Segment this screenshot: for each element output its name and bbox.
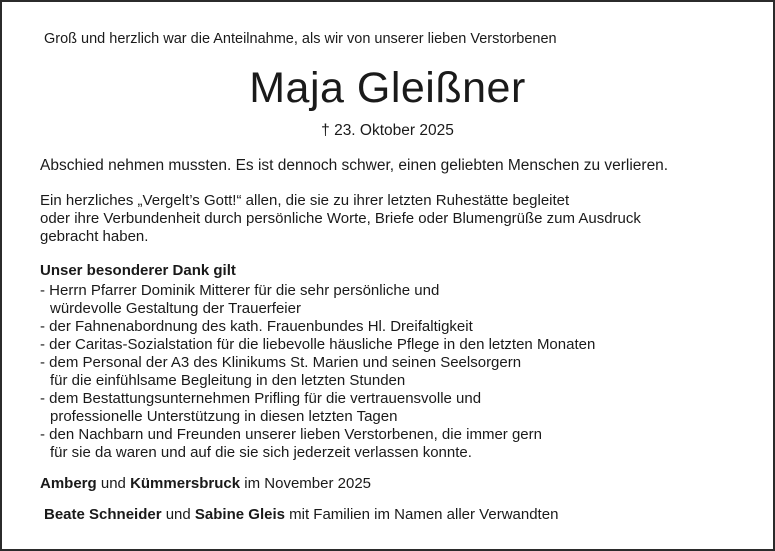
family-suffix: mit Familien im Namen aller Verwandten — [289, 506, 559, 523]
signing-date: im November 2025 — [244, 475, 372, 492]
thanks-line: - dem Personal der A3 des Klinikums St. Marien und seinen Seelsorgern — [40, 354, 522, 371]
conjunction: und — [100, 475, 126, 492]
thanks-line: für die einfühlsame Begleitung in den letzten Stunden — [50, 372, 406, 389]
thanks-line: - der Caritas-Sozialstation für die liebevolle häusliche Pflege in den letzten Monaten — [40, 336, 596, 353]
thanks-line: professionelle Unterstützung in diesen letzten Tagen — [50, 408, 398, 425]
thanks-list — [40, 282, 595, 462]
place-date-line — [40, 475, 371, 493]
paragraph-line: oder ihre Verbundenheit durch persönliche Worte, Briefe oder Blumengrüße zum Ausdruck — [40, 210, 641, 227]
mourner-name-1: Beate Schneider — [44, 506, 162, 523]
family-signature — [44, 506, 558, 524]
mourner-name-2: Sabine Gleis — [194, 506, 285, 523]
thanks-line: für sie da waren und auf die sie sich jederzeit verlassen konnte. — [50, 444, 472, 461]
intro-text: Groß und herzlich war die Anteilnahme, als wir von unserer lieben Verstorbenen — [44, 31, 557, 47]
paragraph-line: gebracht haben. — [40, 228, 149, 245]
thanks-line: - dem Bestattungsunternehmen Prifling für die vertrauensvolle und — [40, 390, 482, 407]
thanks-line: - der Fahnenabordnung des kath. Frauenbundes Hl. Dreifaltigkeit — [40, 318, 473, 335]
thanks-line: würdevolle Gestaltung der Trauerfeier — [50, 300, 301, 317]
deceased-name: Maja Gleißner — [249, 64, 526, 112]
farewell-text: Abschied nehmen mussten. Es ist dennoch schwer, einen geliebten Menschen zu verlieren. — [40, 157, 669, 174]
thanks-line: - Herrn Pfarrer Dominik Mitterer für die sehr persönliche und — [40, 282, 440, 299]
conjunction: und — [165, 506, 191, 523]
town-kuemmersbruck: Kümmersbruck — [130, 475, 241, 492]
town-amberg: Amberg — [40, 475, 97, 492]
thanks-heading: Unser besonderer Dank gilt — [40, 262, 236, 279]
vergelts-paragraph — [40, 192, 641, 246]
thanks-line: - den Nachbarn und Freunden unserer lieben Verstorbenen, die immer gern — [40, 426, 542, 443]
paragraph-line: Ein herzliches „Vergelt’s Gott!“ allen, die sie zu ihrer letzten Ruhestätte begleitet — [40, 192, 570, 209]
death-date: † 23. Oktober 2025 — [321, 122, 454, 139]
